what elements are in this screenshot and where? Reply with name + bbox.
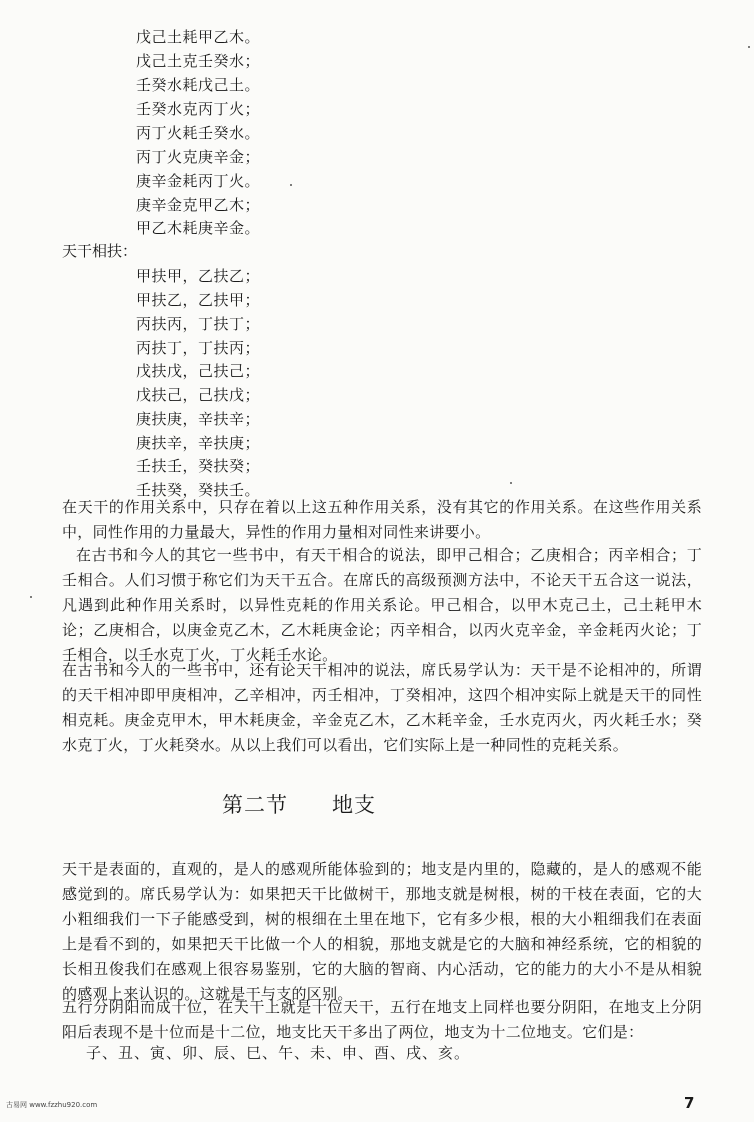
scan-speck <box>30 596 32 598</box>
list-item: 壬癸水克丙丁火； <box>136 100 261 118</box>
page-number: 7 <box>684 1094 695 1112</box>
paragraph: 五行分阴阳而成十位，在天干上就是十位天干，五行在地支上同样也要分阴阳，在地支上分阴阳后表现不是十位而是十二位，地支比天干多出了两位，地支为十二位地支。它们是： <box>62 998 702 1041</box>
list-item: 庚扶庚，辛扶辛； <box>136 410 261 428</box>
list-item: 丙丁火耗壬癸水。 <box>136 124 261 142</box>
list-item: 甲扶甲，乙扶乙； <box>136 267 261 285</box>
paragraph: 在古书和今人的一些书中，还有论天干相冲的说法，席氏易学认为：天干是不论相冲的，所谓的天干相冲即甲庚相冲，乙辛相冲，丙壬相冲，丁癸相冲，这四个相冲实际上就是天干的同性相克耗。庚金克甲木，甲木耗庚金，辛金克乙木，乙木耗辛金，壬水克丙火，丙火耗壬水；癸水克丁火，丁火耗癸水。从以上我们可以看出，它们实际上是一种同性的克耗关系。 <box>62 661 702 754</box>
scan-speck <box>510 482 512 484</box>
list-item: 庚辛金耗丙丁火。 <box>136 172 261 190</box>
earthly-branches-line: 子、丑、寅、卯、辰、巳、午、未、申、酉、戌、亥。 <box>86 1044 471 1062</box>
scan-speck <box>290 184 292 186</box>
list-item: 甲乙木耗庚辛金。 <box>136 219 261 237</box>
list-item: 戊扶己，己扶戊； <box>136 386 261 404</box>
paragraph: 天干是表面的，直观的，是人的感观所能体验到的；地支是内里的，隐藏的，是人的感观不能感觉到的。席氏易学认为：如果把天干比做树干，那地支就是树根，树的干枝在表面，它的大小粗细我们一下子能感受到，树的根细在土里在地下，它有多少根，根的大小粗细我们在表面上是看不到的，如果把天干比做一个人的相貌，那地支就是它的大脑和神经系统，它的相貌的长相丑俊我们在感观上很容易鉴别，它的大脑的智商、内心活动，它的能力的大小不是从相貌的感观上来认识的。这就是干与支的区别。 <box>62 860 702 1003</box>
list-item: 壬扶癸，癸扶壬。 <box>136 481 261 499</box>
list-item: 丙丁火克庚辛金； <box>136 148 261 166</box>
list-item: 戊扶戊，己扶己； <box>136 362 261 380</box>
subheading: 天干相扶： <box>62 242 138 260</box>
scan-speck <box>748 46 750 48</box>
list-item: 戊己土克壬癸水； <box>136 52 261 70</box>
list-item: 丙扶丁，丁扶丙； <box>136 339 261 357</box>
paragraph: 在古书和今人的其它一些书中，有天干相合的说法，即甲己相合；乙庚相合；丙辛相合；丁壬相合。人们习惯于称它们为天干五合。在席氏的高级预测方法中，不论天干五合这一说法，凡遇到此种作用关系时，以异性克耗的作用关系论。甲己相合，以甲木克己土，己土耗甲木论；乙庚相合，以庚金克乙木，乙木耗庚金论；丙辛相合，以丙火克辛金，辛金耗丙火论；丁壬相合，以壬水克丁火，丁火耗壬水论。 <box>62 546 702 664</box>
list-item: 壬扶壬，癸扶癸； <box>136 457 261 475</box>
list-item: 戊己土耗甲乙木。 <box>136 28 261 46</box>
paragraph: 在天干的作用关系中，只存在着以上这五种作用关系，没有其它的作用关系。在这些作用关系中，同性作用的力量最大，异性的作用力量相对同性来讲要小。 <box>62 498 702 541</box>
list-item: 甲扶乙，乙扶甲； <box>136 291 261 309</box>
list-item: 庚扶辛，辛扶庚； <box>136 434 261 452</box>
list-item: 壬癸水耗戊己土。 <box>136 76 261 94</box>
footer-watermark: 古易网 www.fzzhu920.com <box>6 1101 98 1109</box>
section-title: 第二节 地支 <box>222 793 376 817</box>
list-item: 丙扶丙，丁扶丁； <box>136 315 261 333</box>
list-item: 庚辛金克甲乙木； <box>136 196 261 214</box>
